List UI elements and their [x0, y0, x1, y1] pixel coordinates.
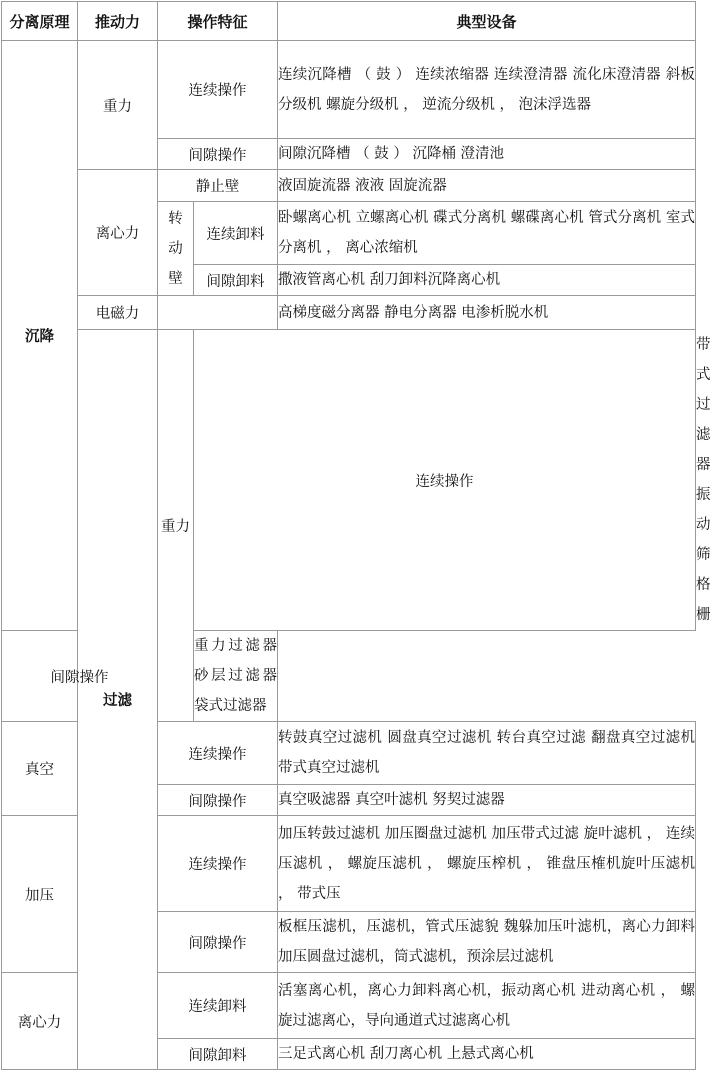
- equipment-cell: 重力过滤器 砂层过滤器 袋式过滤器: [194, 631, 278, 722]
- force-pressure: 加压: [2, 816, 78, 973]
- operation-continuous-discharge: 连续卸料: [158, 973, 278, 1039]
- equipment-cell: 高梯度磁分离器 静电分离器 电渗析脱水机: [278, 296, 696, 330]
- operation-batch: 间隙操作: [2, 631, 158, 722]
- operation-rotating-wall: [158, 202, 194, 296]
- operation-continuous: 连续操作: [158, 816, 278, 912]
- table-row: [2, 41, 696, 139]
- principle-sedimentation: 沉降: [2, 41, 78, 631]
- header-principle: 分离原理: [2, 2, 78, 41]
- operation-continuous: 连续操作: [158, 722, 278, 785]
- table-row: 过滤 重力 连续操作 带式过滤器 振动筛 格栅: [2, 330, 696, 631]
- force-gravity: 重力: [158, 330, 194, 722]
- equipment-cell: 液固旋流器 液液 固旋流器: [278, 170, 696, 202]
- equipment-cell: 连续沉降槽 （ 鼓 ） 连续浓缩器 连续澄清器 流化床澄清器 斜板分级机 螺旋分级机 ， 逆流分级机 ， 泡沫浮选器: [278, 41, 696, 139]
- operation-batch: 间隙操作: [158, 785, 278, 816]
- equipment-cell: 间隙沉降槽 （ 鼓 ） 沉降桶 澄清池: [278, 139, 696, 170]
- principle-filtration: 过滤: [78, 330, 158, 1070]
- operation-continuous: 连续操作: [158, 41, 278, 139]
- force-centrifugal: 离心力: [2, 973, 78, 1070]
- equipment-cell: 真空吸滤器 真空叶滤机 努契过滤器: [278, 785, 696, 816]
- operation-batch: 间隙操作: [158, 912, 278, 973]
- operation-empty: [158, 296, 278, 330]
- operation-batch-discharge: 间隙卸料: [194, 265, 278, 296]
- equipment-cell: 板框压滤机，压滤机，管式压滤貌 魏躲加压叶滤机，离心力卸料加压圆盘过滤机，筒式滤机，预涂层过滤机: [278, 912, 696, 973]
- force-gravity: 重力: [78, 41, 158, 170]
- operation-continuous: 连续操作: [194, 330, 696, 631]
- header-operation: 操作特征: [158, 2, 278, 41]
- equipment-cell: 活塞离心机，离心力卸料离心机，振动离心机 进动离心机 ， 螺旋过滤离心，导向通道式过滤离心机: [278, 973, 696, 1039]
- equipment-cell: 卧螺离心机 立螺离心机 碟式分离机 螺碟离心机 管式分离机 室式分离机 ， 离心浓缩机: [278, 202, 696, 265]
- operation-static-wall: 静止壁: [158, 170, 278, 202]
- operation-batch: 间隙操作: [158, 139, 278, 170]
- equipment-cell: 加压转鼓过滤机 加压圈盘过滤机 加压带式过滤 旋叶滤机 ， 连续压滤机 ， 螺旋压滤机 ， 螺旋压榨机 ， 锥盘压榷机旋叶压滤机 ， 带式压: [278, 816, 696, 912]
- force-vacuum: 真空: [2, 722, 78, 816]
- separation-equipment-table: [1, 1, 711, 1070]
- header-equipment: 典型设备: [278, 2, 696, 41]
- equipment-cell: 三足式离心机 刮刀离心机 上悬式离心机: [278, 1039, 696, 1070]
- header-row: [2, 2, 696, 41]
- force-centrifugal: 离心力: [78, 170, 158, 296]
- force-electromagnetic: 电磁力: [78, 296, 158, 330]
- header-driving-force: 推动力: [78, 2, 158, 41]
- table-row: [2, 170, 696, 202]
- operation-continuous-discharge: 连续卸料: [194, 202, 278, 265]
- operation-batch-discharge: 间隙卸料: [158, 1039, 278, 1070]
- table-row: [2, 296, 696, 330]
- equipment-cell: 撒液管离心机 刮刀卸料沉降离心机: [278, 265, 696, 296]
- rotating-wall-label: 转动壁: [168, 210, 183, 287]
- equipment-cell: 转鼓真空过滤机 圆盘真空过滤机 转台真空过滤 翻盘真空过滤机 带式真空过滤机: [278, 722, 696, 785]
